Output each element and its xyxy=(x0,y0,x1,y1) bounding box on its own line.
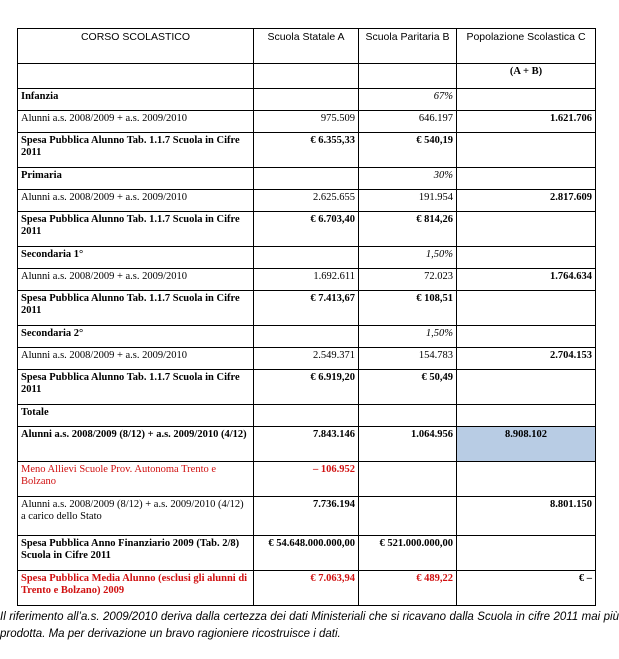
totale-alunni-label: Alunni a.s. 2008/2009 (8/12) + a.s. 2009/2010 (4/12) xyxy=(18,427,254,462)
spesa-b: € 108,51 xyxy=(359,291,457,326)
school-spending-table xyxy=(17,28,596,606)
section-pct: 30% xyxy=(359,168,457,190)
alunni-a: 2.625.655 xyxy=(254,190,359,212)
alunni-row xyxy=(18,111,596,133)
alunni-row xyxy=(18,190,596,212)
spesa-media-b: € 489,22 xyxy=(359,571,457,606)
spesa-anno-label: Spesa Pubblica Anno Finanziario 2009 (Tab. 2/8) Scuola in Cifre 2011 xyxy=(18,536,254,571)
meno-allievi-row xyxy=(18,462,596,497)
section-name: Secondaria 2° xyxy=(18,326,254,348)
alunni-label: Alunni a.s. 2008/2009 + a.s. 2009/2010 xyxy=(18,190,254,212)
alunni-a: 2.549.371 xyxy=(254,348,359,370)
totale-alunni-row xyxy=(18,427,596,462)
spesa-label: Spesa Pubblica Alunno Tab. 1.1.7 Scuola in Cifre 2011 xyxy=(18,212,254,247)
alunni-b: 154.783 xyxy=(359,348,457,370)
alunni-b: 646.197 xyxy=(359,111,457,133)
alunni-c: 2.817.609 xyxy=(457,190,596,212)
alunni-row xyxy=(18,348,596,370)
alunni-label: Alunni a.s. 2008/2009 + a.s. 2009/2010 xyxy=(18,269,254,291)
totale-alunni-c: 8.908.102 xyxy=(457,427,596,462)
totale-name: Totale xyxy=(18,405,254,427)
spesa-label: Spesa Pubblica Alunno Tab. 1.1.7 Scuola in Cifre 2011 xyxy=(18,291,254,326)
spesa-media-row xyxy=(18,571,596,606)
spesa-row xyxy=(18,133,596,168)
section-name: Infanzia xyxy=(18,89,254,111)
section-row xyxy=(18,89,596,111)
totale-alunni-b: 1.064.956 xyxy=(359,427,457,462)
section-row xyxy=(18,326,596,348)
table-header-row xyxy=(18,29,596,64)
section-name: Primaria xyxy=(18,168,254,190)
alunni-a: 1.692.611 xyxy=(254,269,359,291)
spesa-a: € 6.355,33 xyxy=(254,133,359,168)
spesa-row xyxy=(18,212,596,247)
alunni-c: 1.621.706 xyxy=(457,111,596,133)
totale-alunni-a: 7.843.146 xyxy=(254,427,359,462)
spesa-row xyxy=(18,370,596,405)
spesa-media-c: € – xyxy=(457,571,596,606)
spesa-row xyxy=(18,291,596,326)
section-pct: 1,50% xyxy=(359,326,457,348)
spesa-a: € 7.413,67 xyxy=(254,291,359,326)
alunni-c: 2.704.153 xyxy=(457,348,596,370)
carico-stato-c: 8.801.150 xyxy=(457,497,596,536)
header-popolazione: Popolazione Scolastica C xyxy=(457,29,596,64)
header-statale: Scuola Statale A xyxy=(254,29,359,64)
meno-allievi-a: – 106.952 xyxy=(254,462,359,497)
alunni-row xyxy=(18,269,596,291)
section-name: Secondaria 1° xyxy=(18,247,254,269)
spesa-b: € 814,26 xyxy=(359,212,457,247)
spesa-a: € 6.919,20 xyxy=(254,370,359,405)
section-pct: 1,50% xyxy=(359,247,457,269)
spesa-b: € 50,49 xyxy=(359,370,457,405)
header-corso: CORSO SCOLASTICO xyxy=(18,29,254,64)
spesa-anno-row xyxy=(18,536,596,571)
formula-label: (A + B) xyxy=(457,64,596,89)
alunni-b: 72.023 xyxy=(359,269,457,291)
spesa-label: Spesa Pubblica Alunno Tab. 1.1.7 Scuola in Cifre 2011 xyxy=(18,133,254,168)
spesa-anno-a: € 54.648.000.000,00 xyxy=(254,536,359,571)
alunni-c: 1.764.634 xyxy=(457,269,596,291)
totale-section-row xyxy=(18,405,596,427)
alunni-label: Alunni a.s. 2008/2009 + a.s. 2009/2010 xyxy=(18,348,254,370)
spesa-anno-b: € 521.000.000,00 xyxy=(359,536,457,571)
section-row xyxy=(18,247,596,269)
carico-stato-label: Alunni a.s. 2008/2009 (8/12) + a.s. 2009/2010 (4/12) a carico dello Stato xyxy=(18,497,254,536)
alunni-b: 191.954 xyxy=(359,190,457,212)
meno-allievi-label: Meno Allievi Scuole Prov. Autonoma Trento e Bolzano xyxy=(18,462,254,497)
alunni-label: Alunni a.s. 2008/2009 + a.s. 2009/2010 xyxy=(18,111,254,133)
spesa-media-a: € 7.063,94 xyxy=(254,571,359,606)
section-pct: 67% xyxy=(359,89,457,111)
spesa-media-label: Spesa Pubblica Media Alunno (esclusi gli alunni di Trento e Bolzano) 2009 xyxy=(18,571,254,606)
carico-stato-row xyxy=(18,497,596,536)
spesa-label: Spesa Pubblica Alunno Tab. 1.1.7 Scuola in Cifre 2011 xyxy=(18,370,254,405)
header-paritaria: Scuola Paritaria B xyxy=(359,29,457,64)
spesa-b: € 540,19 xyxy=(359,133,457,168)
alunni-a: 975.509 xyxy=(254,111,359,133)
formula-row xyxy=(18,64,596,89)
section-row xyxy=(18,168,596,190)
spesa-a: € 6.703,40 xyxy=(254,212,359,247)
carico-stato-a: 7.736.194 xyxy=(254,497,359,536)
footnote-text: Il riferimento all’a.s. 2009/2010 deriva dalla certezza dei dati Ministeriali che si ricavano dalla Scuola in cifre 2011 mai più prodotta. Ma per derivazione un bravo ragioniere ricostruisce i dati. xyxy=(0,611,619,640)
